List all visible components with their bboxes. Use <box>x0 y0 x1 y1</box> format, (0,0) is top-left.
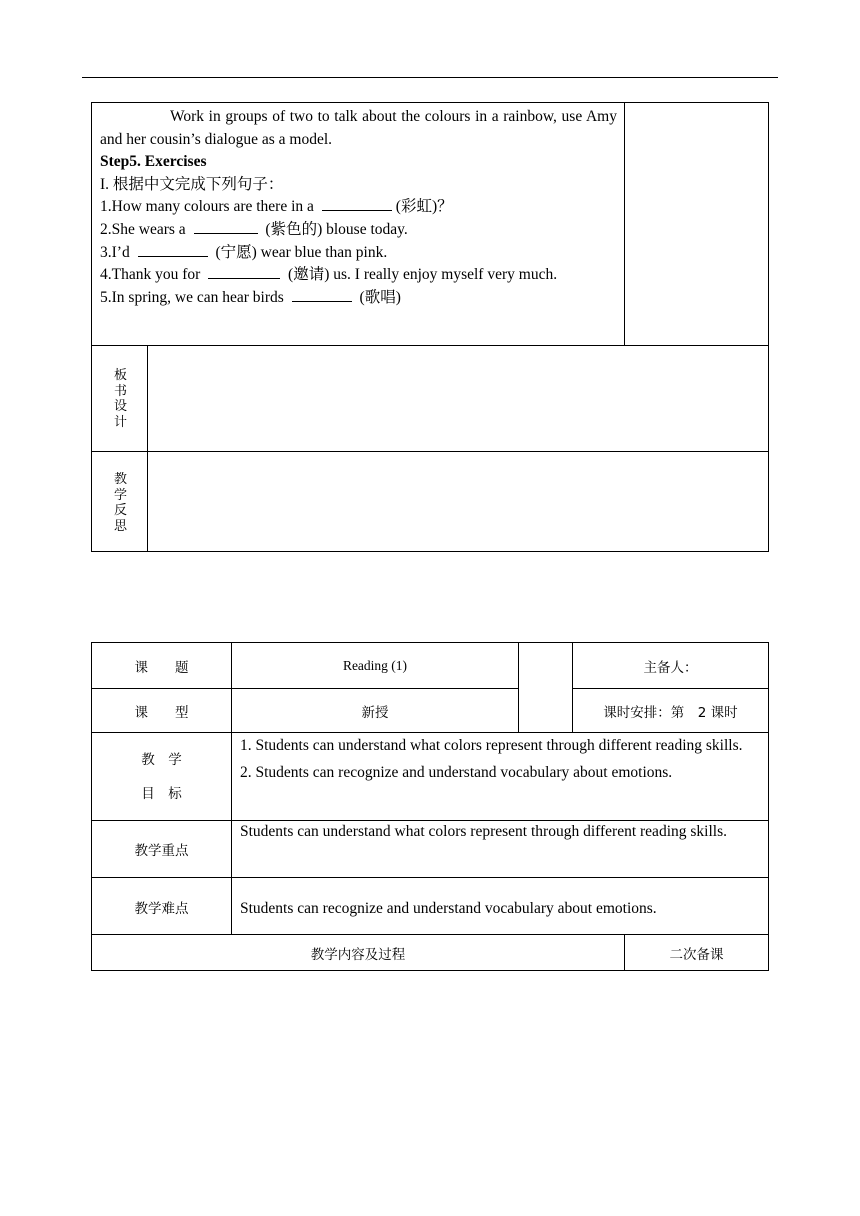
answer-blank <box>208 264 280 279</box>
exercise-item: 2.She wears a (紫色的) blouse today. <box>100 220 408 238</box>
board-design-content <box>147 345 769 452</box>
exercise-item: 1.How many colours are there in a (彩虹)？ <box>100 198 453 216</box>
answer-blank <box>292 287 352 302</box>
lesson-header-table <box>91 642 769 971</box>
difficulty-label: 教学难点 <box>91 877 232 935</box>
answer-blank <box>322 196 392 211</box>
topic-value: Reading (1) <box>231 642 519 689</box>
answer-blank <box>138 242 208 257</box>
type-value: 新授 <box>231 688 519 733</box>
objective-2: 2. Students can recognize and understand vocabulary about emotions. <box>240 763 673 781</box>
lesson-continuation-table <box>91 102 769 552</box>
process-label: 教学内容及过程 <box>91 934 625 971</box>
objective-1: 1. Students can understand what colors represent through different reading skills. <box>240 737 743 754</box>
objectives-content <box>231 732 769 821</box>
blank-merged-cell <box>518 642 573 733</box>
exercise-item: 3.I’d (宁愿) wear blue than pink. <box>100 243 388 261</box>
reflection-content <box>147 451 769 552</box>
exercise-item: 5.In spring, we can hear birds (歌唱) <box>100 288 401 306</box>
second-prep-label: 二次备课 <box>624 934 769 971</box>
exercise-cell <box>91 102 625 346</box>
header-rule <box>82 77 778 78</box>
answer-blank <box>194 219 258 234</box>
board-design-label: 板 书 设 计 <box>113 368 127 430</box>
objectives-label: 教 学 目 标 <box>91 732 232 821</box>
board-design-label-cell <box>91 345 148 452</box>
difficulty-value: Students can recognize and understand vocabulary about emotions. <box>231 877 769 935</box>
group-work-instruction: Work in groups of two to talk about the colours in a rainbow, use Amy and her cousin’s dialogue as a model. <box>100 108 617 148</box>
key-point-label: 教学重点 <box>91 820 232 878</box>
second-prep-cell <box>624 102 769 346</box>
step-title: Step5. Exercises <box>100 153 207 171</box>
exercise-item: 4.Thank you for (邀请) us. I really enjoy myself very much. <box>100 266 558 284</box>
type-label: 课 型 <box>91 688 232 733</box>
key-point-value: Students can understand what colors represent through different reading skills. <box>231 820 769 878</box>
exercise-instruction: I. 根据中文完成下列句子： <box>100 175 284 193</box>
preparer-label: 主备人： <box>572 642 769 689</box>
reflection-label-cell <box>91 451 148 552</box>
schedule: 课时安排：第 2 课时 <box>572 688 769 733</box>
reflection-label: 教 学 反 思 <box>113 472 127 534</box>
topic-label: 课 题 <box>91 642 232 689</box>
